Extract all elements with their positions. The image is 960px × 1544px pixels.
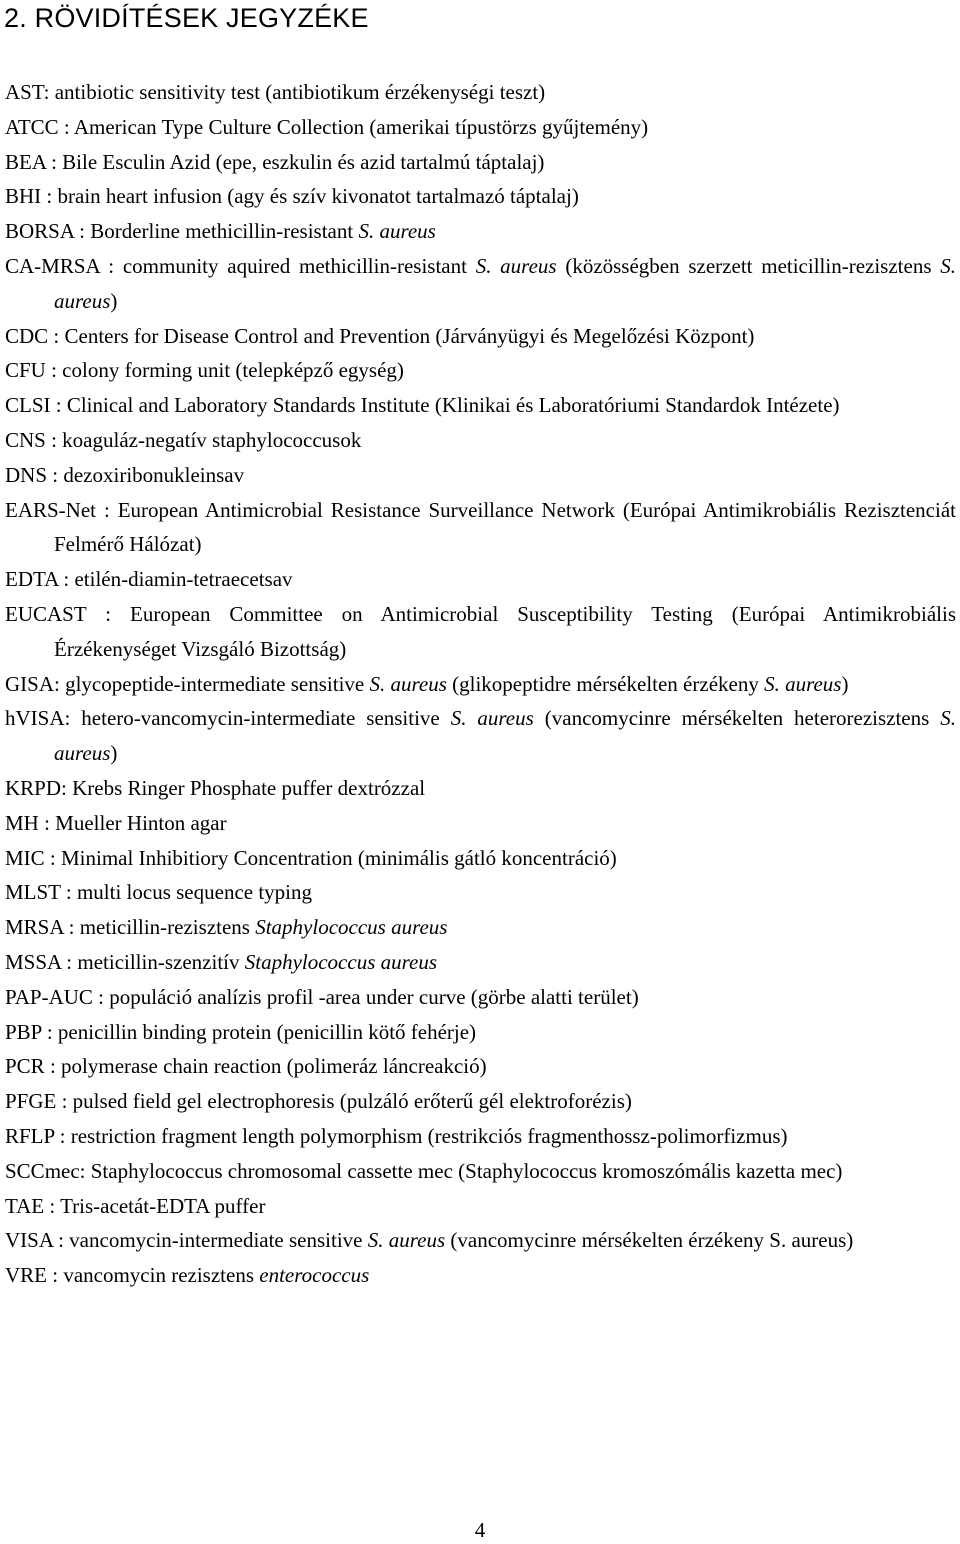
abbreviation-entry-mic: [5, 841, 956, 876]
entry-text: EARS-Net : European Antimicrobial Resistance Surveillance Network (Európai Antimikrobiális Rezisztenciát Felmérő Hálózat): [5, 497, 956, 557]
abbreviation-entry-cns: [5, 423, 956, 458]
italic-term: S. aureus: [764, 671, 842, 696]
entry-text: RFLP : restriction fragment length polymorphism (restrikciós fragmenthossz-polimorfizmus): [5, 1123, 788, 1148]
abbreviation-entry-krpd: [5, 771, 956, 806]
entry-text: ): [841, 671, 849, 696]
entry-text: (glikopeptidre mérsékelten érzékeny: [446, 671, 765, 696]
entry-text: CA-MRSA : community aquired methicillin-resistant: [5, 253, 476, 278]
entry-text: PFGE : pulsed field gel electrophoresis (pulzáló erőterű gél elektroforézis): [5, 1089, 632, 1114]
abbreviation-entry-gisa: [5, 667, 956, 702]
entry-text: hVISA: hetero-vancomycin-intermediate sensitive: [5, 706, 451, 731]
abbreviation-entry-cdc: [5, 319, 956, 354]
abbreviation-entry-pap-auc: [5, 980, 956, 1015]
entry-text: KRPD: Krebs Ringer Phosphate puffer dextrózzal: [5, 775, 426, 800]
abbreviation-entry-cfu: [5, 353, 956, 388]
entry-text: BEA : Bile Esculin Azid (epe, eszkulin és azid tartalmú táptalaj): [5, 149, 545, 174]
entry-text: CNS : koaguláz-negatív staphylococcusok: [5, 427, 362, 452]
abbreviation-entry-ast: [5, 75, 956, 110]
abbreviation-entry-bhi: [5, 179, 956, 214]
entry-text: (közösségben szerzett meticillin-rezisztens: [556, 253, 941, 278]
entry-text: ): [110, 288, 118, 313]
abbreviation-entry-visa: [5, 1223, 956, 1258]
abbreviation-entry-clsi: [5, 388, 956, 423]
page-number: 4: [474, 1518, 486, 1542]
entry-text: (vancomycinre mérsékelten érzékeny S. aureus): [445, 1228, 854, 1253]
abbreviation-entry-ears-net: [5, 493, 956, 563]
entry-text: VRE : vancomycin rezisztens: [5, 1263, 260, 1288]
abbreviation-entry-edta: [5, 562, 956, 597]
entry-text: MRSA : meticillin-rezisztens: [5, 915, 256, 940]
italic-term: Staphylococcus aureus: [255, 915, 448, 940]
abbreviation-entry-pfge: [5, 1084, 956, 1119]
entry-text: ): [110, 741, 118, 766]
entry-text: PBP : penicillin binding protein (penicillin kötő fehérje): [5, 1019, 477, 1044]
entry-text: GISA: glycopeptide-intermediate sensitive: [5, 671, 370, 696]
italic-term: S. aureus: [450, 706, 534, 731]
abbreviation-entry-vre: [5, 1258, 956, 1293]
entry-text: BHI : brain heart infusion (agy és szív kivonatot tartalmazó táptalaj): [5, 184, 579, 209]
entry-text: ATCC : American Type Culture Collection (amerikai típustörzs gyűjtemény): [5, 114, 649, 139]
abbreviation-entry-borsa: [5, 214, 956, 249]
abbreviation-entry-bea: [5, 145, 956, 180]
entry-text: PCR : polymerase chain reaction (polimeráz láncreakció): [5, 1054, 487, 1079]
abbreviation-entry-eucast: [5, 597, 956, 667]
entry-text: MSSA : meticillin-szenzitív: [5, 949, 245, 974]
abbreviation-entry-tae: [5, 1189, 956, 1224]
abbreviation-entry-atcc: [5, 110, 956, 145]
abbreviation-entry-mrsa: [5, 910, 956, 945]
abbreviation-entry-dns: [5, 458, 956, 493]
entry-text: PAP-AUC : populáció analízis profil -area under curve (görbe alatti terület): [5, 984, 639, 1009]
abbreviation-entry-mlst: [5, 875, 956, 910]
italic-term: S. aureus: [358, 219, 436, 244]
entry-text: CLSI : Clinical and Laboratory Standards Institute (Klinikai és Laboratóriumi Standardok Intézete): [5, 393, 840, 418]
abbreviation-entry-mssa: [5, 945, 956, 980]
italic-term: S. aureus: [369, 671, 447, 696]
italic-term: enterococcus: [259, 1263, 370, 1288]
abbreviation-entry-pbp: [5, 1015, 956, 1050]
italic-term: S. aureus: [367, 1228, 446, 1253]
entry-text: CDC : Centers for Disease Control and Prevention (Járványügyi és Megelőzési Központ): [5, 323, 755, 348]
italic-term: Staphylococcus aureus: [244, 949, 438, 974]
entry-text: EDTA : etilén-diamin-tetraecetsav: [5, 567, 293, 592]
abbreviation-entry-mh: [5, 806, 956, 841]
italic-term: S. aureus: [54, 706, 957, 766]
entry-text: (vancomycinre mérsékelten heterorezisztens: [533, 706, 941, 731]
entry-text: EUCAST : European Committee on Antimicrobial Susceptibility Testing (Európai Antimikrobiális Érzékenységet Vizsgáló Bizottság): [5, 601, 956, 661]
italic-term: S. aureus: [54, 253, 956, 313]
abbreviation-entry-ca-mrsa: [5, 249, 956, 319]
abbreviation-entry-hvisa: [5, 701, 956, 771]
entry-text: TAE : Tris-acetát-EDTA puffer: [5, 1193, 266, 1218]
entry-text: AST: antibiotic sensitivity test (antibiotikum érzékenységi teszt): [5, 80, 546, 104]
entry-text: MIC : Minimal Inhibitiory Concentration (minimális gátló koncentráció): [5, 845, 617, 870]
entry-text: MH : Mueller Hinton agar: [5, 810, 227, 835]
italic-term: S. aureus: [475, 253, 557, 278]
entry-text: DNS : dezoxiribonukleinsav: [5, 462, 245, 487]
section-heading: 2. RÖVIDÍTÉSEK JEGYZÉKE: [4, 3, 369, 33]
entry-text: MLST : multi locus sequence typing: [5, 880, 313, 905]
entry-text: SCCmec: Staphylococcus chromosomal cassette mec (Staphylococcus kromoszómális kazetta mec): [5, 1158, 843, 1183]
abbreviation-entry-sccmec: [5, 1154, 956, 1189]
entry-text: BORSA : Borderline methicillin-resistant: [5, 219, 359, 244]
abbreviation-entry-pcr: [5, 1049, 956, 1084]
entry-text: VISA : vancomycin-intermediate sensitive: [5, 1228, 368, 1253]
entry-text: CFU : colony forming unit (telepképző egység): [5, 358, 404, 383]
abbreviation-entry-rflp: [5, 1119, 956, 1154]
abbreviation-list: [5, 75, 956, 1293]
